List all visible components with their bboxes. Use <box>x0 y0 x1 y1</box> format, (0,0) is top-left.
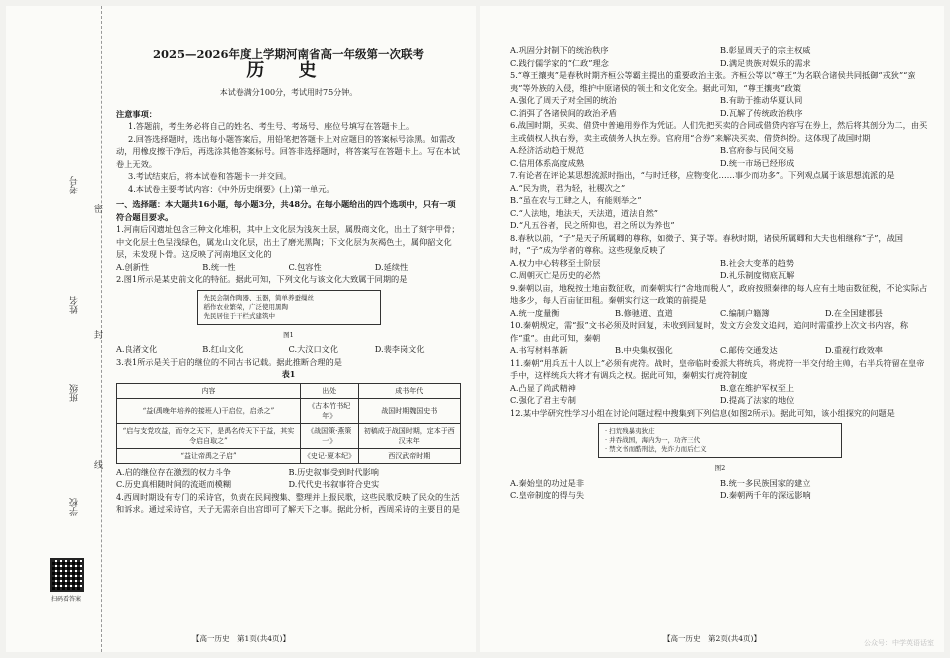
q5-option-c[interactable]: C.消弭了各诸侯间的政治矛盾 <box>510 107 617 118</box>
q1-option-d[interactable]: D.延续性 <box>374 261 409 272</box>
table-cell: “益(禹晚年培养的接班人)干启位，启杀之” <box>117 398 301 423</box>
figure-1-line: 先民会制作陶器、玉器，简单养蚕缫丝 <box>203 293 314 302</box>
table-cell: 西汉武帝时期 <box>358 448 460 463</box>
q10-option-b[interactable]: B.中央集权强化 <box>615 345 673 355</box>
table-header: 内容 <box>117 383 301 398</box>
notice-item: 1.答题前，考生务必将自己的姓名、考生号、考场号、座位号填写在答题卡上。 <box>128 121 415 131</box>
page-1 <box>6 6 476 652</box>
q12-option-c[interactable]: C.皇帝制度的得与失 <box>510 490 585 500</box>
q10-option-d[interactable]: D.重视行政效率 <box>825 345 883 355</box>
q9-option-a[interactable]: A.统一度量衡 <box>510 307 560 318</box>
section-heading: 一、选择题：本大题共16小题，每小题3分，共48分。在每小题给出的四个选项中，只有一项符合题目要求。 <box>116 199 456 222</box>
q1-option-b[interactable]: B.统一性 <box>202 261 236 272</box>
field-name: 姓名 <box>70 296 80 314</box>
q9-option-d[interactable]: D.在全国建郡县 <box>825 307 883 318</box>
figure-2-line: · 并吞战国，海内为一，功齐三代 <box>605 436 701 444</box>
table-cell: 初稿成于战国时期，定本于西汉末年 <box>358 423 460 448</box>
q1-option-a[interactable]: A.创新性 <box>116 261 150 272</box>
q7-stem: 7.有论者在评论某思想流派时指出，“与时迁移，应物变化……事少而功多”。下列观点属于该思想流派的是 <box>510 170 895 180</box>
q2-option-a[interactable]: A.良渚文化 <box>116 344 158 354</box>
q4-option-d[interactable]: D.满足贵族对娱乐的需求 <box>720 57 811 68</box>
q5-stem: 5.“尊王攘夷”是春秋时期齐桓公等霸主提出的重要政治主张。齐桓公等以“尊王”为名联合诸侯共同抵御“戎狄”“蛮夷”等外族的入侵，维护中原诸侯的领土和文化安全。据此可知，“尊王攘夷”政策 <box>510 70 916 93</box>
q8-stem: 8.春秋以前，“子”是天子所属卿的尊称，如微子、箕子等。春秋时期，诸侯所属卿和大夫也相继称“子”，战国时，“子”成为学者的尊称。这些现象反映了 <box>510 232 903 255</box>
watermark: 公众号：中学英语话室 <box>864 639 934 647</box>
exam-note: 本试卷满分100分，考试用时75分钟。 <box>219 88 358 97</box>
q11-option-a[interactable]: A.凸显了尚武精神 <box>510 382 576 393</box>
q5-option-a[interactable]: A.强化了周天子对全国的统治 <box>510 95 617 105</box>
notice-item: 3.考试结束后，将本试卷和答题卡一并交回。 <box>128 171 292 181</box>
q12-option-a[interactable]: A.秦始皇的功过是非 <box>510 477 585 488</box>
seal-mark-xian: 线 <box>94 461 104 471</box>
field-school: 学校 <box>70 498 80 516</box>
notice-item: 4.本试卷主要考试内容：《中外历史纲要》(上)第一单元。 <box>128 183 335 194</box>
page-1-footer: 【高一历史 第1页(共4页)】 <box>192 634 290 643</box>
table-cell: 《战国策·燕策一》 <box>300 423 358 448</box>
q10-stem: 10.秦朝规定，需“报”文书必须及时回复，未收到回复时，发文方会发文追问，追问时需重抄上次文书内容，称作“重”。由此可知，秦朝 <box>510 320 909 343</box>
table-row <box>117 448 461 463</box>
notice-item: 2.回答选择题时，选出每小题答案后，用铅笔把答题卡上对应题目的答案标号涂黑。如需改动，用橡皮擦干净后，再选涂其他答案标号。回答非选择题时，将答案写在答题卡上。写在本试卷上无效。 <box>116 133 460 169</box>
exam-subject: 历 史 <box>246 59 331 81</box>
q4-stem: 4.西周时期设有专门的采诗官，负责在民间搜集、整理并上报民歌，这些民歌反映了民众的生活和诉求。通过采诗官，天子无需亲自出宫即可了解天下之事。据此分析，西周采诗的主要目的是 <box>116 491 460 514</box>
q11-stem: 11.秦朝“用兵五十人以上”必须有虎符。战时，皇帝临时委派大将统兵，将虎符一半交付给主帅，右半兵符留在皇帝手中，这样统兵大将才有调兵之权。据此可知，秦朝实行虎符制度 <box>510 357 925 380</box>
q12-option-b[interactable]: B.统一多民族国家的建立 <box>720 477 811 488</box>
q8-option-a[interactable]: A.权力中心转移至士阶层 <box>510 257 601 268</box>
q8-option-d[interactable]: D.礼乐制度彻底瓦解 <box>720 270 795 280</box>
q1-stem: 1.河南后冈遗址包含三种文化堆积，其中上文化层为浅灰土层，属殷商文化，出土了刻字甲骨；中文化层土色呈浅绿色，属龙山文化层，出土了磨光黑陶；下文化层为灰褐色土，属仰韶文化层，未发现卜骨。这反映了河南地区文化的 <box>116 224 460 259</box>
page-2-content <box>510 44 930 502</box>
q7-option-b[interactable]: B.“虽在农与工肆之人，有能则举之” <box>510 195 642 205</box>
page-2-footer: 【高一历史 第2页(共4页)】 <box>663 634 761 643</box>
notice-heading: 注意事项： <box>116 108 157 119</box>
q1-option-c[interactable]: C.包容性 <box>288 261 322 272</box>
seal-mark-feng: 封 <box>94 331 104 341</box>
table-row <box>117 423 461 448</box>
table-cell: 战国时期魏国史书 <box>358 398 460 423</box>
field-class: 班级 <box>70 384 80 402</box>
q8-option-c[interactable]: C.周朝灭亡是历史的必然 <box>510 270 601 280</box>
figure-2 <box>598 423 842 458</box>
table-header: 成书年代 <box>358 383 460 398</box>
q11-option-d[interactable]: D.提高了法家的地位 <box>720 395 795 405</box>
field-exam-number: 考号 <box>70 176 80 194</box>
page-2 <box>480 6 944 652</box>
table-row <box>117 398 461 423</box>
exam-title: 2025—2026年度上学期河南省高一年级第一次联考 <box>152 47 424 61</box>
q3-option-d[interactable]: D.代代史书叙事符合史实 <box>288 479 380 489</box>
figure-1 <box>197 290 381 325</box>
qr-code[interactable] <box>50 558 84 592</box>
q8-option-b[interactable]: B.社会大变革的趋势 <box>720 257 795 268</box>
figure-1-line: 稻作农业繁荣，广泛使用黑陶 <box>203 302 288 311</box>
figure-2-caption: 图2 <box>714 464 726 472</box>
q10-option-a[interactable]: A.书写材料革新 <box>510 345 568 355</box>
q6-option-c[interactable]: C.信用体系高度成熟 <box>510 157 585 168</box>
q9-option-b[interactable]: B.修驰道、直道 <box>615 307 673 318</box>
q5-option-b[interactable]: B.有助于推动华夏认同 <box>720 95 803 105</box>
q3-option-c[interactable]: C.历史真相随时间的流逝而模糊 <box>116 479 232 489</box>
q10-option-c[interactable]: C.邮传交通发达 <box>720 345 778 355</box>
q11-option-b[interactable]: B.意在维护军权至上 <box>720 382 795 393</box>
table-cell: 《史记·夏本纪》 <box>300 448 358 463</box>
q12-option-d[interactable]: D.秦朝两千年的深远影响 <box>720 490 811 500</box>
figure-2-line: · 禁文书而酷刑法，先诈力而后仁义 <box>605 445 707 453</box>
q11-option-c[interactable]: C.强化了君主专制 <box>510 395 576 405</box>
q2-option-b[interactable]: B.红山文化 <box>202 344 244 354</box>
q6-option-a[interactable]: A.经济活动趋于规范 <box>510 145 585 155</box>
table-cell: “启与支党攻益，而夺之天下，是禹名传天下于益，其实令启自取之” <box>117 423 301 448</box>
q6-option-b[interactable]: B.官府参与民间交易 <box>720 145 795 155</box>
figure-1-line: 先民居住于干栏式建筑中 <box>203 311 275 320</box>
page-1-content <box>116 48 461 516</box>
table-header: 出处 <box>300 383 358 398</box>
q2-option-c[interactable]: C.大汶口文化 <box>288 344 339 354</box>
q3-option-b[interactable]: B.历史叙事受到时代影响 <box>288 466 379 477</box>
q7-option-c[interactable]: C.“人法地，地法天，天法道，道法自然” <box>510 207 658 218</box>
q12-stem: 12.某中学研究性学习小组在讨论问题过程中搜集到下列信息(如图2所示)。据此可知，该小组探究的问题是 <box>510 407 895 418</box>
q5-option-d[interactable]: D.瓦解了传统政治秩序 <box>720 107 803 118</box>
seal-mark-mi: 密 <box>94 205 104 215</box>
q4-option-b[interactable]: B.彰显周天子的宗主权威 <box>720 45 811 55</box>
q4-option-a[interactable]: A.巩固分封制下的统治秩序 <box>510 45 609 55</box>
q7-option-d[interactable]: D.“凡五谷者，民之所仰也，君之所以为养也” <box>510 220 675 230</box>
q3-option-a[interactable]: A.启的继位存在激烈的权力斗争 <box>116 466 231 477</box>
q6-stem: 6.战国时期，买卖、借贷中普遍用券作为凭证。人们先把买卖的合同或借贷内容写在券上，然后将其剖分为二，由买主或债权人执右券，卖主或债务人执左券。官府用“合券”来解决买卖、借贷纠纷。这体现了战国时期 <box>510 120 928 143</box>
table-1 <box>116 383 461 464</box>
figure-2-line: · 扫荒残暴夷狄庄 <box>605 427 655 435</box>
q2-option-d[interactable]: D.裴李岗文化 <box>374 344 425 354</box>
q6-option-d[interactable]: D.统一市场已经形成 <box>720 157 795 168</box>
q7-option-a[interactable]: A.“民为贵，君为轻，社稷次之” <box>510 182 626 193</box>
table-cell: “益让帝禹之子启” <box>117 448 301 463</box>
figure-1-caption: 图1 <box>283 330 294 339</box>
q9-stem: 9.秦朝以亩，地税按土地亩数征收，而秦朝实行“舍地而税人”，政府按照秦律的每人应有土地亩数征税，不论实际占地多少，每人百亩征田租。秦朝实行这一政策的前提是 <box>510 282 928 305</box>
table-1-caption: 表1 <box>281 369 296 379</box>
q2-stem: 2.图1所示是某史前文化的特征。据此可知，下列文化与该文化大致属于同期的是 <box>116 274 408 284</box>
q9-option-c[interactable]: C.编制户籍簿 <box>720 307 770 318</box>
table-cell: 《古本竹书纪年》 <box>300 398 358 423</box>
qr-caption: 扫码看答案 <box>50 596 81 603</box>
binding-margin <box>6 6 102 652</box>
q3-stem: 3.表1所示是关于启的继位的不同古书记载。据此推断合理的是 <box>116 356 342 367</box>
q4-option-c[interactable]: C.践行儒学家的“仁政”理念 <box>510 57 609 68</box>
